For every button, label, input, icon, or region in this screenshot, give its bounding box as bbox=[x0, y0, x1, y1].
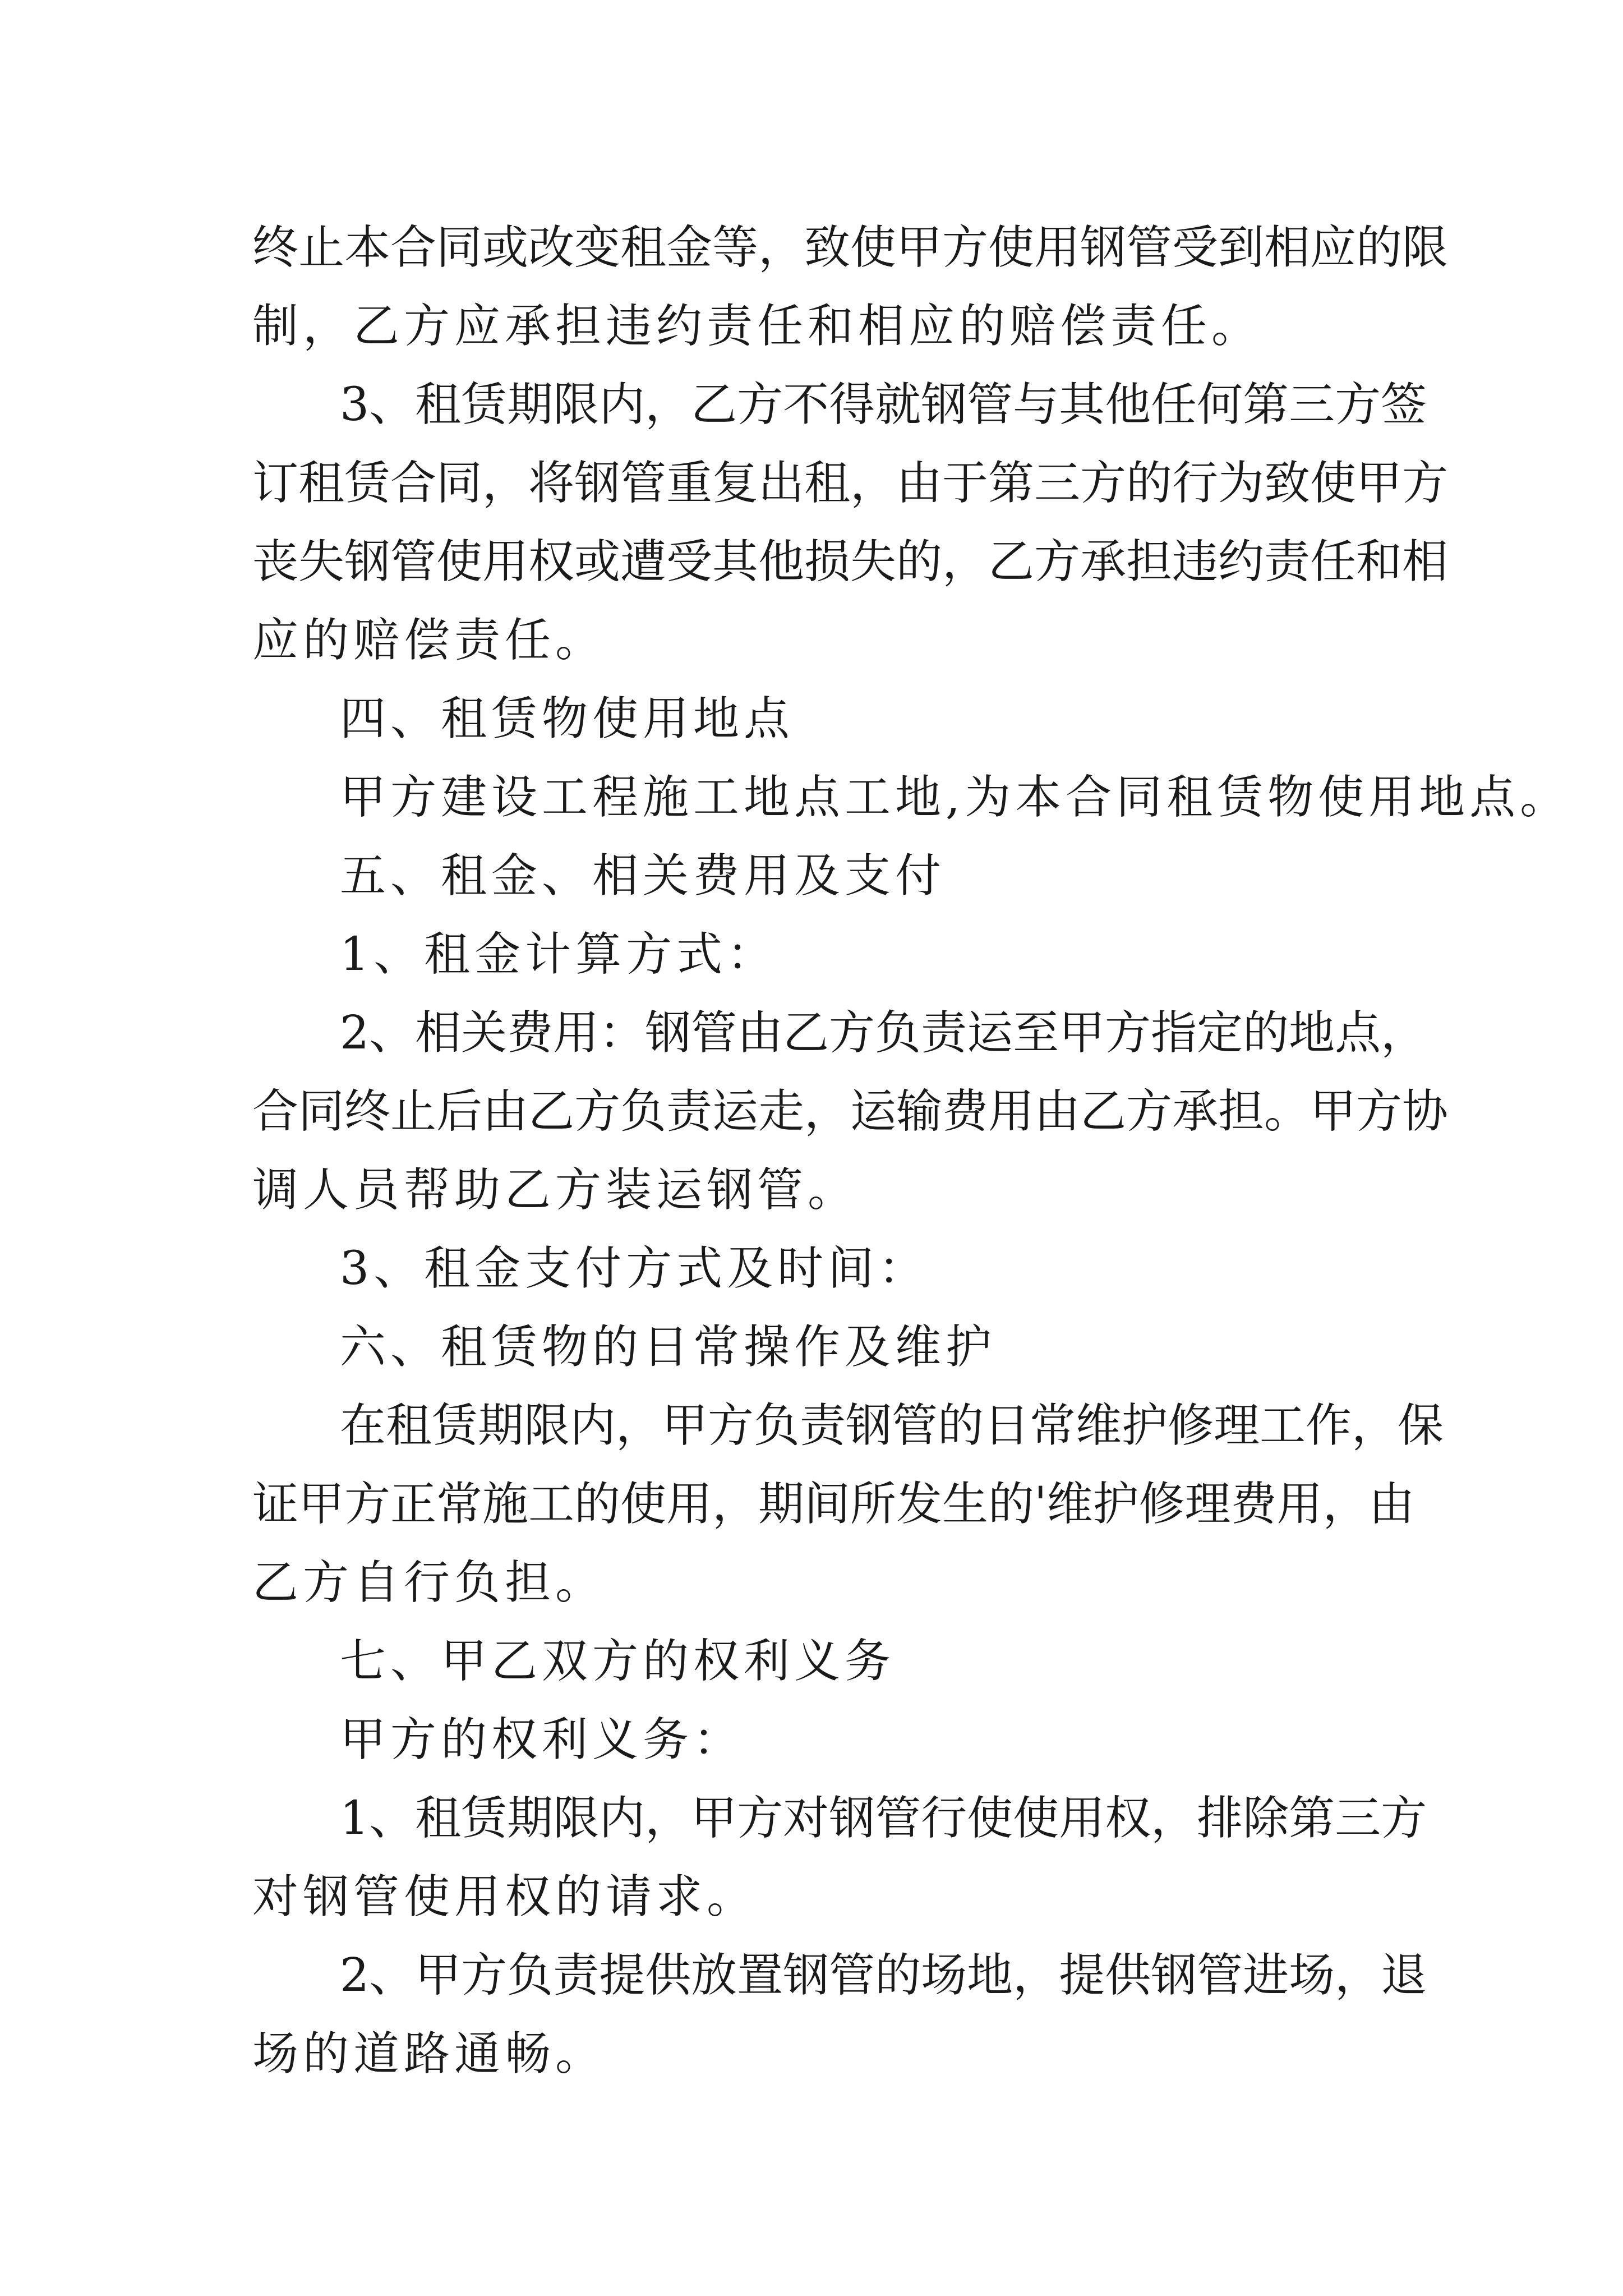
paragraph-first-line: 2、相关费用：钢管由乙方负责运至甲方指定的地点， bbox=[340, 1006, 1427, 1060]
paragraph-first-line: 3、租金支付方式及时间： bbox=[340, 1242, 929, 1295]
body-line: 场的道路通畅。 bbox=[252, 2027, 606, 2081]
body-line: 终止本合同或改变租金等，致使甲方使用钢管受到相应的限 bbox=[252, 221, 1449, 274]
body-line: 制，乙方应承担违约责任和相应的赔偿责任。 bbox=[252, 300, 1262, 353]
paragraph-first-line: 1、租赁期限内，甲方对钢管行使使用权，排除第三方 bbox=[340, 1792, 1427, 1845]
paragraph-first-line: 2、甲方负责提供放置钢管的场地，提供钢管进场，退 bbox=[340, 1949, 1427, 2002]
body-line: 调人员帮助乙方装运钢管。 bbox=[252, 1163, 859, 1217]
body-line: 证甲方正常施工的使用，期间所发生的'维护修理费用，由 bbox=[252, 1478, 1415, 1531]
body-line: 丧失钢管使用权或遭受其他损失的，乙方承担违约责任和相 bbox=[252, 535, 1449, 588]
paragraph-first-line: 甲方的权利义务： bbox=[340, 1713, 744, 1766]
body-line: 应的赔偿责任。 bbox=[252, 614, 606, 667]
paragraph-first-line: 在租赁期限内，甲方负责钢管的日常维护修理工作，保 bbox=[340, 1399, 1444, 1452]
body-line: 乙方自行负担。 bbox=[252, 1556, 606, 1609]
body-line: 对钢管使用权的请求。 bbox=[252, 1870, 758, 1924]
document-page bbox=[252, 209, 1571, 2093]
paragraph-first-line: 1、租金计算方式： bbox=[340, 928, 778, 981]
section-heading: 七、甲乙双方的权利义务 bbox=[340, 1635, 896, 1688]
section-heading: 四、租赁物使用地点 bbox=[340, 692, 795, 746]
section-heading: 五、租金、相关费用及支付 bbox=[340, 849, 946, 903]
body-line: 合同终止后由乙方负责运走，运输费用由乙方承担。甲方协 bbox=[252, 1085, 1449, 1138]
body-line: 订租赁合同，将钢管重复出租，由于第三方的行为致使甲方 bbox=[252, 457, 1449, 510]
section-heading: 六、租赁物的日常操作及维护 bbox=[340, 1320, 997, 1374]
paragraph-first-line: 3、租赁期限内，乙方不得就钢管与其他任何第三方签 bbox=[340, 378, 1427, 431]
paragraph-first-line: 甲方建设工程施工地点工地,为本合同租赁物使用地点。 bbox=[340, 771, 1571, 824]
